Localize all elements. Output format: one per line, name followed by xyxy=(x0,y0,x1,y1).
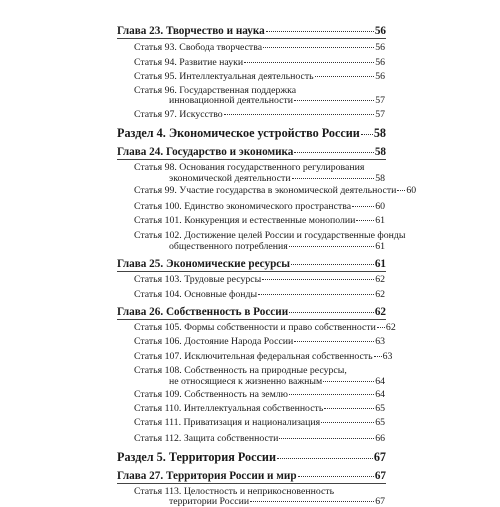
page-number: 61 xyxy=(375,241,385,252)
toc-article-entry[interactable] xyxy=(134,71,385,82)
divider xyxy=(117,38,386,39)
toc-article-entry[interactable] xyxy=(134,417,385,428)
dot-leader xyxy=(244,62,374,63)
toc-chapter-title: Глава 25. Экономические ресурсы xyxy=(117,258,291,270)
toc-article-title: Статья 99. Участие государства в экономической деятельности xyxy=(134,185,397,196)
page-number: 56 xyxy=(375,42,385,53)
toc-chapter-entry[interactable] xyxy=(117,470,386,482)
dot-leader xyxy=(315,76,375,77)
divider xyxy=(117,271,386,272)
page-number: 56 xyxy=(374,25,386,37)
toc-chapter-entry[interactable] xyxy=(117,306,386,318)
toc-article-line: Статья 96. Государственная поддержка xyxy=(134,85,297,96)
toc-article-continuation: территории России xyxy=(169,496,250,507)
toc-section-title: Раздел 5. Территория России xyxy=(117,450,276,464)
page-number: 65 xyxy=(375,417,385,428)
dot-leader xyxy=(352,206,374,207)
toc-article-title: Статья 104. Основные фонды xyxy=(134,289,258,300)
toc-article-title: Статья 105. Формы собственности и право собственности xyxy=(134,322,376,333)
toc-article-title: Статья 101. Конкуренция и естественные монополии xyxy=(134,215,356,226)
toc-article-line: Статья 108. Собственность на природные ресурсы, xyxy=(134,365,347,376)
dot-leader xyxy=(324,408,374,409)
dot-leader xyxy=(292,178,375,179)
page-number: 63 xyxy=(382,351,393,362)
toc-chapter-title: Глава 27. Территория России и мир xyxy=(117,470,297,482)
toc-chapter-title: Глава 26. Собственность в России xyxy=(117,306,289,318)
toc-article-entry[interactable] xyxy=(134,274,385,285)
page-number: 64 xyxy=(375,376,385,387)
dot-leader xyxy=(250,501,374,502)
toc-article-line: Статья 113. Целостность и неприкосновенность xyxy=(134,486,335,497)
toc-article-line: Статья 102. Достижение целей России и государственные фонды xyxy=(134,230,406,241)
page-number: 66 xyxy=(375,433,385,444)
toc-article-continuation: не относящиеся к жизненно важным xyxy=(169,376,323,387)
toc-article-title: Статья 111. Приватизация и национализация xyxy=(134,417,321,428)
toc-article-entry[interactable] xyxy=(134,289,385,300)
page-number: 57 xyxy=(375,109,385,120)
toc-article-entry[interactable] xyxy=(134,322,396,333)
dot-leader xyxy=(266,31,374,32)
toc-article-entry[interactable] xyxy=(134,42,385,53)
dot-leader xyxy=(289,246,375,247)
dot-leader xyxy=(289,312,374,313)
dot-leader xyxy=(294,152,373,153)
toc-article-entry[interactable] xyxy=(134,389,385,400)
dot-leader xyxy=(294,341,374,342)
toc-article-entry[interactable] xyxy=(134,496,385,507)
page-number: 62 xyxy=(374,306,386,318)
toc-article-entry[interactable] xyxy=(134,215,385,226)
dot-leader xyxy=(279,438,374,439)
toc-article-entry[interactable] xyxy=(134,109,385,120)
toc-article-entry[interactable] xyxy=(134,57,385,68)
page-number: 56 xyxy=(375,71,385,82)
page-number: 58 xyxy=(373,126,386,140)
dot-leader xyxy=(277,458,373,459)
toc-article-entry[interactable] xyxy=(134,336,385,347)
toc-article-entry[interactable] xyxy=(134,376,385,387)
toc-article-line: Статья 98. Основания государственного регулирования xyxy=(134,162,365,173)
toc-article-entry[interactable] xyxy=(134,95,385,106)
dot-leader xyxy=(258,294,374,295)
toc-section-title: Раздел 4. Экономическое устройство России xyxy=(117,126,360,140)
page-number: 65 xyxy=(375,403,385,414)
toc-article-title: Статья 97. Искусство xyxy=(134,109,223,120)
dot-leader xyxy=(294,100,374,101)
toc-article-title: Статья 110. Интеллектуальная собственность xyxy=(134,403,324,414)
page-number: 67 xyxy=(373,450,386,464)
dot-leader xyxy=(397,190,405,191)
toc-article-entry[interactable] xyxy=(134,173,385,184)
toc-article-entry[interactable] xyxy=(134,201,385,212)
toc-article-title: Статья 100. Единство экономического пространства xyxy=(134,201,352,212)
page-number: 67 xyxy=(374,470,386,482)
dot-leader xyxy=(321,422,374,423)
page-number: 60 xyxy=(375,201,385,212)
toc-article-title: Статья 94. Развитие науки xyxy=(134,57,244,68)
divider xyxy=(117,159,386,160)
toc-chapter-entry[interactable] xyxy=(117,25,386,37)
toc-article-continuation: общественного потребления xyxy=(169,241,288,252)
dot-leader xyxy=(263,47,374,48)
page-number: 64 xyxy=(375,389,385,400)
dot-leader xyxy=(377,327,385,328)
toc-article-entry[interactable] xyxy=(134,241,385,252)
toc-section-entry[interactable] xyxy=(117,126,386,141)
page-number: 57 xyxy=(375,95,385,106)
page-number: 61 xyxy=(375,215,385,226)
toc-article-title: Статья 109. Собственность на землю xyxy=(134,389,289,400)
toc-chapter-title: Глава 23. Творчество и наука xyxy=(117,25,265,37)
page-number: 62 xyxy=(375,289,385,300)
toc-article-title: Статья 112. Защита собственности xyxy=(134,433,279,444)
dot-leader xyxy=(291,264,374,265)
dot-leader xyxy=(262,279,374,280)
dot-leader xyxy=(298,476,374,477)
page-number: 67 xyxy=(375,496,385,507)
toc-article-title: Статья 106. Достояние Народа России xyxy=(134,336,294,347)
dot-leader xyxy=(289,394,374,395)
toc-article-title: Статья 107. Исключительная федеральная собственность xyxy=(134,351,373,362)
toc-article-entry[interactable] xyxy=(134,403,385,414)
dot-leader xyxy=(224,114,375,115)
dot-leader xyxy=(374,356,382,357)
toc-chapter-entry[interactable] xyxy=(117,146,386,158)
page-number: 62 xyxy=(375,274,385,285)
toc-article-entry[interactable] xyxy=(134,185,417,196)
toc-article-title: Статья 95. Интеллектуальная деятельность xyxy=(134,71,314,82)
page-number: 58 xyxy=(375,173,385,184)
page-number: 62 xyxy=(385,322,396,333)
toc-article-title: Статья 93. Свобода творчества xyxy=(134,42,263,53)
page-number: 60 xyxy=(406,185,417,196)
toc-article-entry[interactable] xyxy=(134,351,393,362)
divider xyxy=(117,483,386,484)
dot-leader xyxy=(323,381,374,382)
toc-article-entry[interactable] xyxy=(134,433,385,444)
dot-leader xyxy=(356,220,374,221)
page-number: 56 xyxy=(375,57,385,68)
dot-leader xyxy=(361,134,373,135)
toc-chapter-entry[interactable] xyxy=(117,258,386,270)
divider xyxy=(117,319,386,320)
page-number: 58 xyxy=(374,146,386,158)
page-number: 63 xyxy=(375,336,385,347)
page-number: 61 xyxy=(374,258,386,270)
toc-chapter-title: Глава 24. Государство и экономика xyxy=(117,146,294,158)
toc-article-continuation: инновационной деятельности xyxy=(169,95,294,106)
toc-section-entry[interactable] xyxy=(117,450,386,465)
toc-article-continuation: экономической деятельности xyxy=(169,173,291,184)
toc-article-title: Статья 103. Трудовые ресурсы xyxy=(134,274,262,285)
